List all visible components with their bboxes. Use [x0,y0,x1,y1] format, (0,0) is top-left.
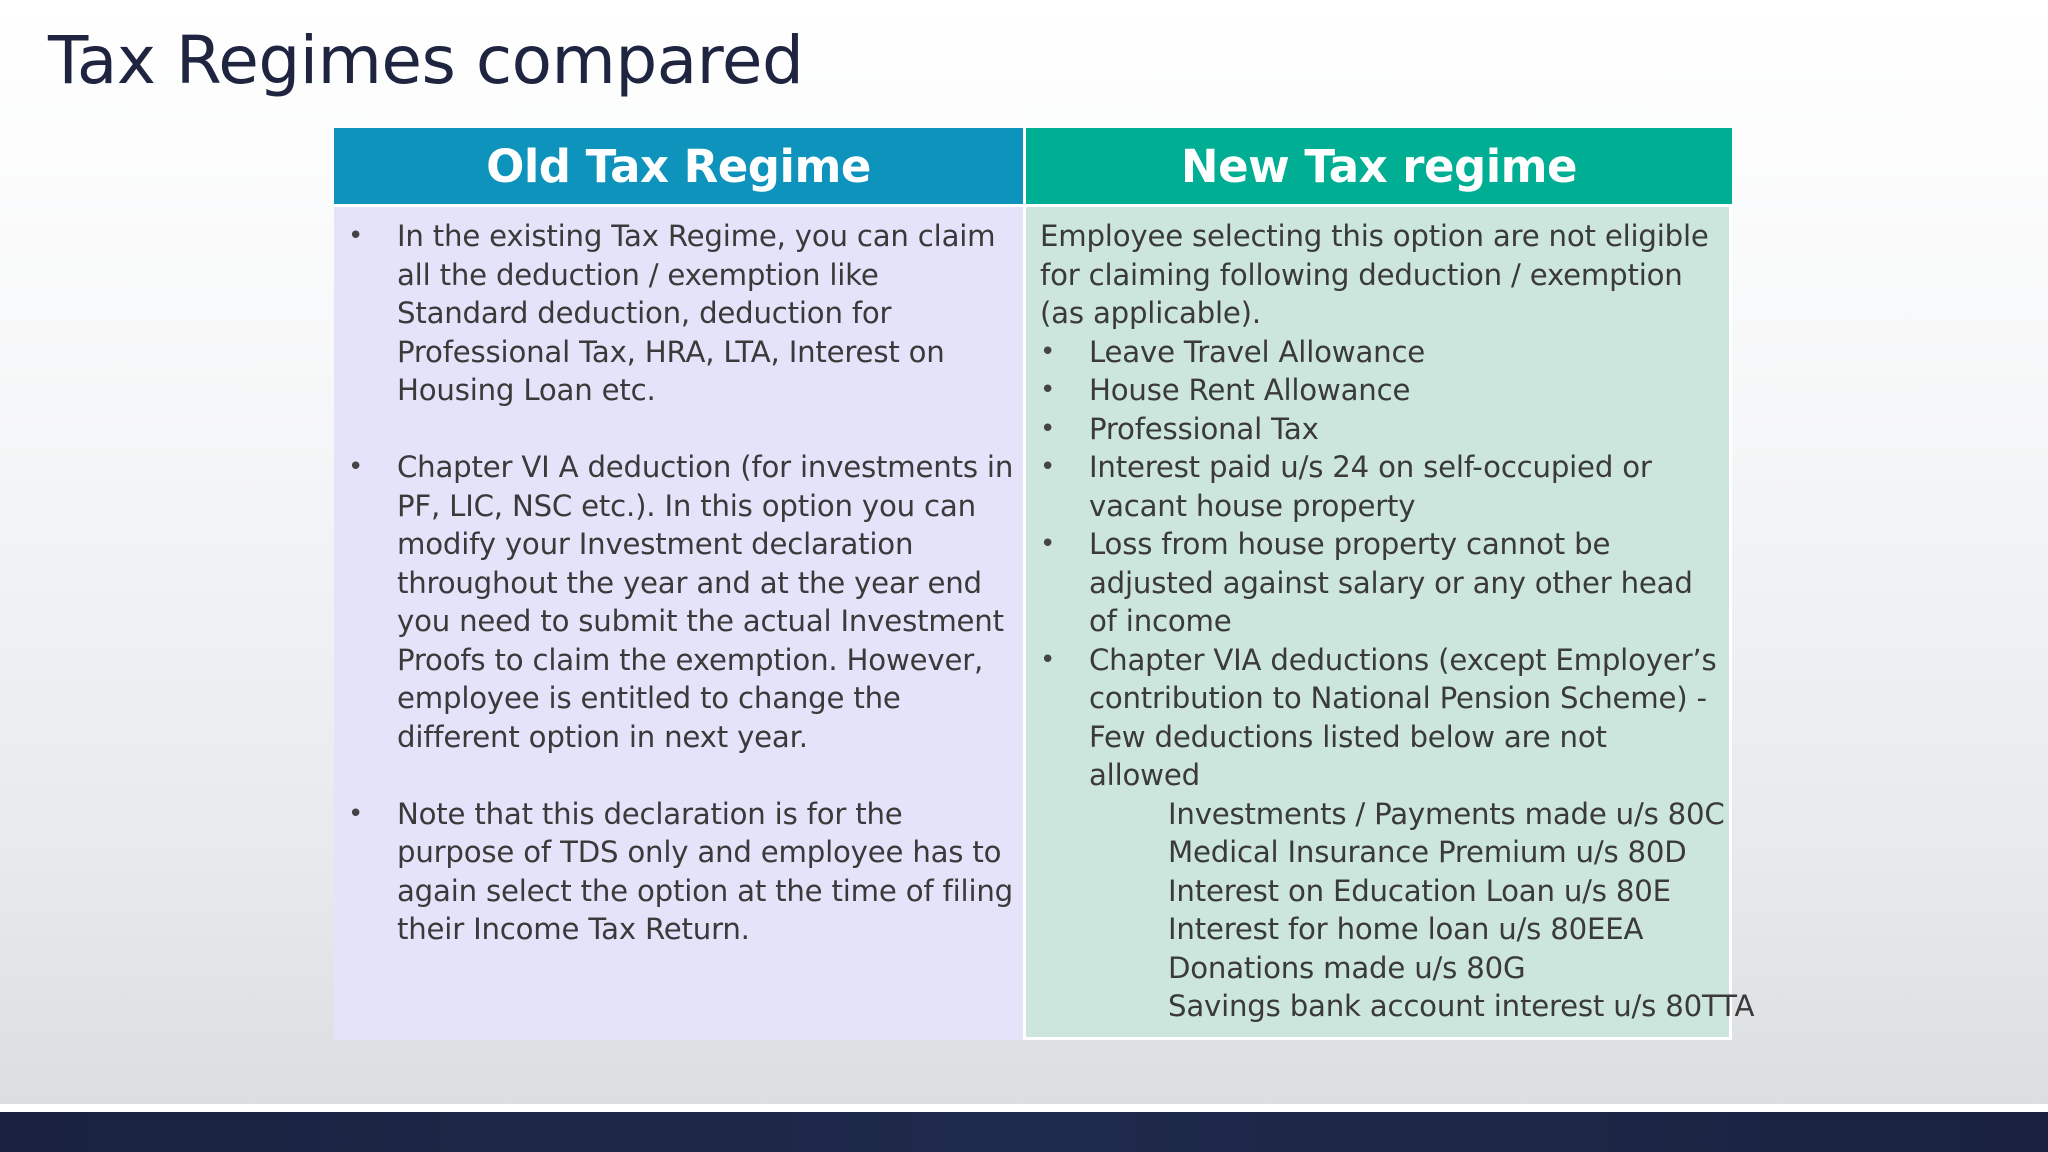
disallowed-deductions-list [1040,795,1755,1026]
new-regime-header: New Tax regime [1026,128,1732,204]
old-regime-bullet: • In the existing Tax Regime, you can claim all the deduction / exemption like Standard deduction, deduction for Professional Tax, HRA, LTA, Interest on Housing Loan etc. [348,217,1015,410]
new-regime-column [1023,128,1755,1040]
new-regime-body [1026,204,1755,1040]
new-regime-bullet: • House Rent Allowance [1040,371,1721,410]
new-regime-bullet: • Interest paid u/s 24 on self-occupied or vacant house property [1040,448,1721,525]
new-regime-bullet: • Leave Travel Allowance [1040,333,1721,372]
new-regime-intro: Employee selecting this option are not eligible for claiming following deduction / exemption (as applicable). [1040,219,1709,330]
comparison-table [334,128,1755,1040]
new-regime-bullet: • Loss from house property cannot be adjusted against salary or any other head of income [1040,525,1721,641]
disallowed-deduction-item: Savings bank account interest u/s 80TTA [1168,989,1755,1023]
old-regime-header: Old Tax Regime [334,128,1023,204]
bottom-divider [0,1104,2048,1112]
old-regime-body [334,204,1023,1040]
disallowed-deduction-item: Donations made u/s 80G [1168,950,1526,985]
new-regime-bullet: • Professional Tax [1040,410,1721,449]
new-regime-bullet-list [1040,333,1721,795]
disallowed-deduction-item: Investments / Payments made u/s 80C [1168,796,1725,831]
old-regime-bullet: • Chapter VI A deduction (for investments in PF, LIC, NSC etc.). In this option you can modify your Investment declaration throughout the year and at the year end you need to submit the actual Investment Proofs to claim the exemption. However, employee is entitled to change the different option in next year. [348,448,1015,756]
slide-title: Tax Regimes compared [48,22,804,99]
disallowed-deduction-item: Interest for home loan u/s 80EEA [1168,912,1644,946]
disallowed-deduction-item: Interest on Education Loan u/s 80E [1168,873,1671,908]
new-regime-bullet: • Chapter VIA deductions (except Employer’s contribution to National Pension Scheme) - Few deductions listed below are not allowed [1040,641,1721,795]
old-regime-column [334,128,1023,1040]
bottom-bar [0,1112,2048,1152]
old-regime-bullet: • Note that this declaration is for the purpose of TDS only and employee has to again select the option at the time of filing their Income Tax Return. [348,795,1015,949]
disallowed-deduction-item: Medical Insurance Premium u/s 80D [1168,835,1687,869]
old-regime-bullet-list [348,217,1015,949]
